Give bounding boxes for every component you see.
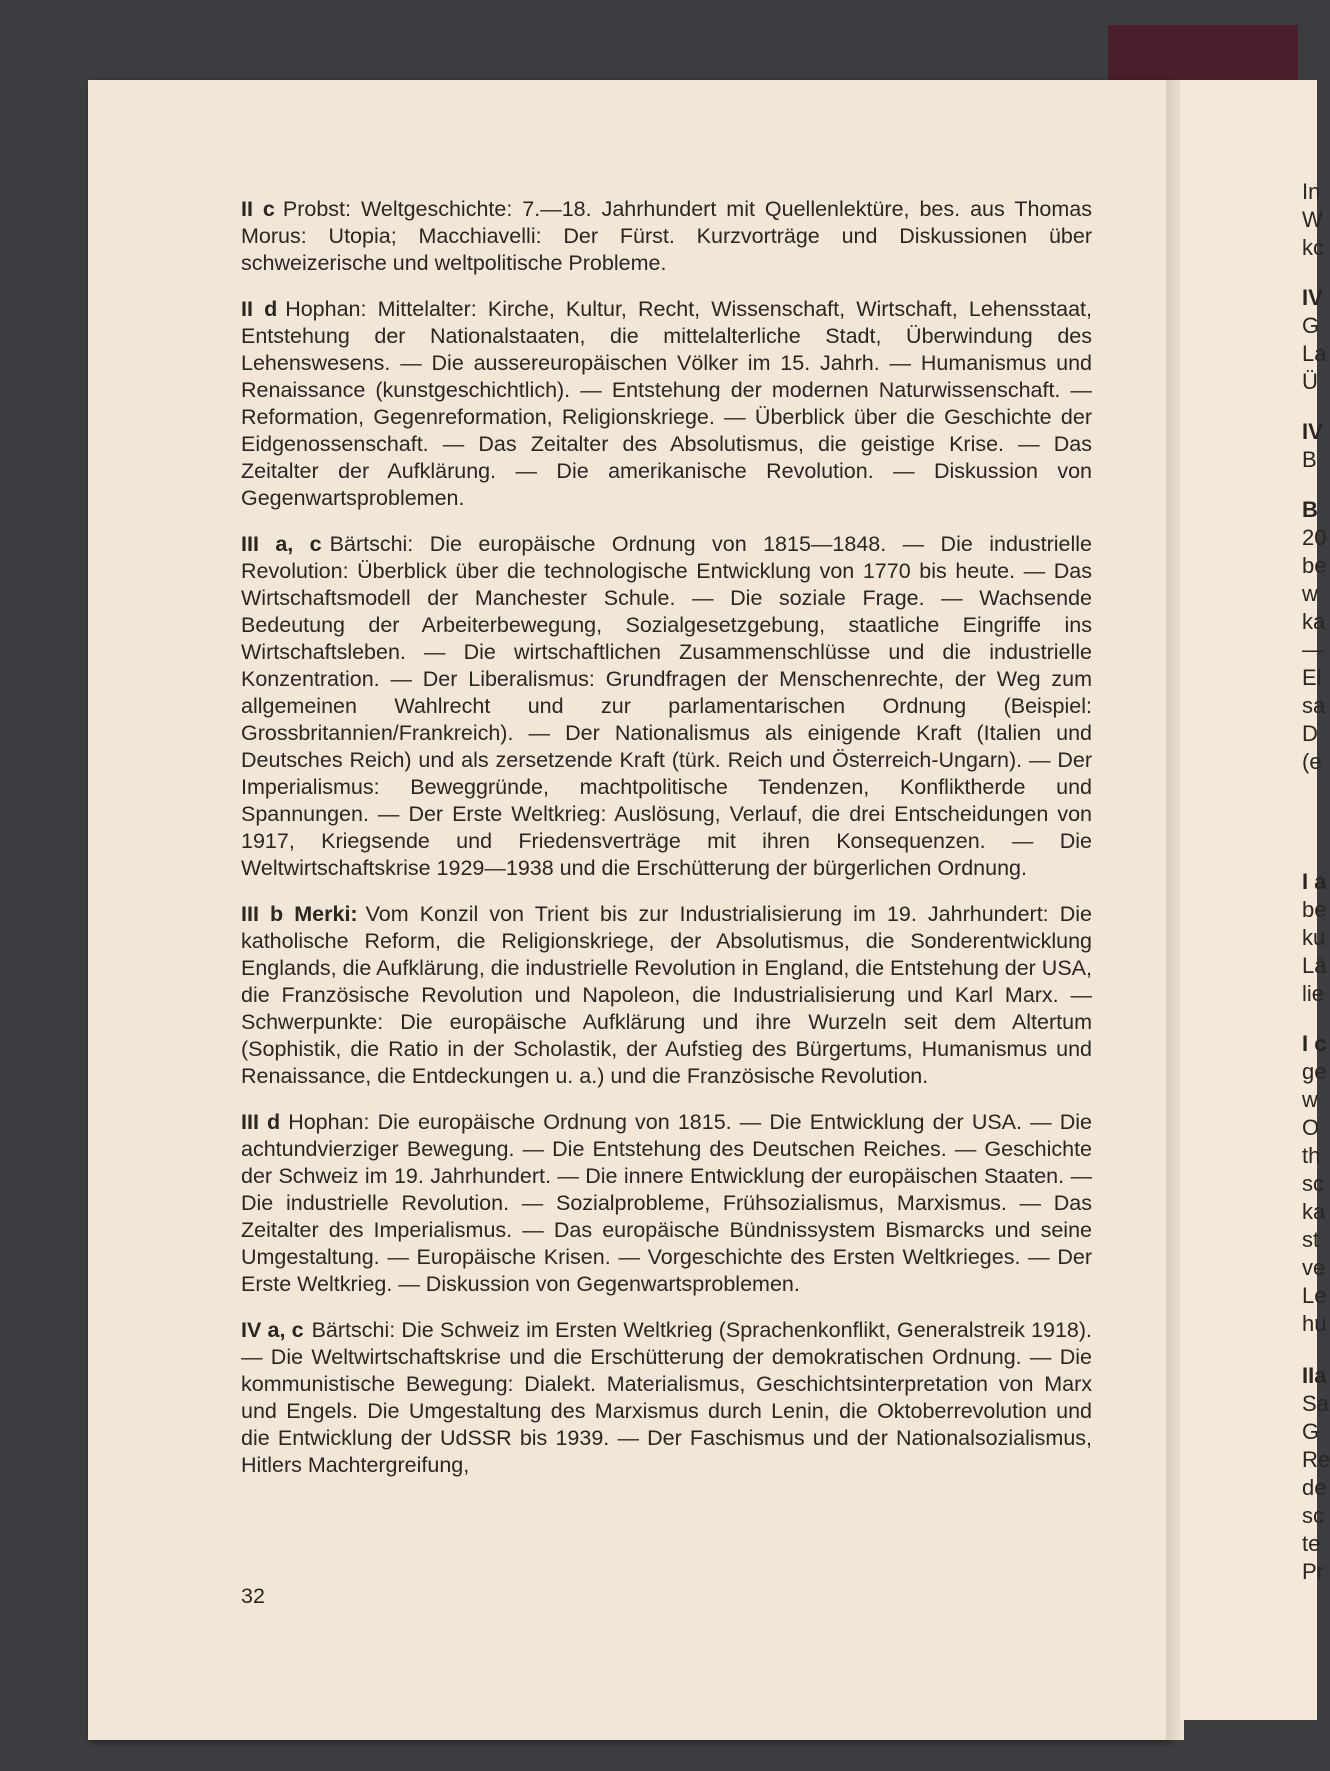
- facing-line: O: [1302, 1115, 1320, 1140]
- facing-line: G: [1302, 313, 1320, 338]
- facing-line: ve: [1302, 1255, 1326, 1280]
- entry-text: Hophan: Mittelalter: Kirche, Kultur, Recht, Wissenschaft, Wirtschaft, Lehensstaat, Entstehung der Nationalstaaten, die mittelalterliche Stadt, Überwindung des Lehenswesens. — Die aussereuropäischen Völker im 15. Jahrh. — Humanismus und Renaissance (kunstgeschichtlich). — Entstehung der modernen Naturwissenschaft. — Reformation, Gegenreformation, Religionskriege. — Überblick über die Geschichte der Eidgenossenschaft. — Das Zeitalter des Absolutismus, die geistige Krise. — Das Zeitalter der Aufklärung. — Die amerikanische Revolution. — Diskussion von Gegenwartsproblemen.: [241, 297, 1092, 510]
- facing-line: de: [1302, 1475, 1327, 1500]
- syllabus-entry: [241, 1317, 1092, 1479]
- facing-line: Pr: [1302, 1559, 1324, 1584]
- syllabus-entry: [241, 1109, 1092, 1298]
- entry-text: Bärtschi: Die europäische Ordnung von 1815—1848. — Die industrielle Revolution: Überblick über die technologische Entwicklung von 1770 bis heute. — Das Wirtschaftsmodell der Manchester Schule. — Die soziale Frage. — Wachsende Bedeutung der Arbeiterbewegung, Sozialgesetzgebung, staatliche Eingriffe ins Wirtschaftsleben. — Die wirtschaftlichen Zusammenschlüsse und die industrielle Konzentration. — Der Liberalismus: Grundfragen der Menschenrechte, der Weg zum allgemeinen Wahlrecht und zur parlamentarischen Ordnung (Beispiel: Grossbritannien/Frankreich). — Der Nationalismus als einigende Kraft (Italien und Deutsches Reich) und als zersetzende Kraft (türk. Reich und Österreich-Ungarn). — Der Imperialismus: Beweggründe, machtpolitische Tendenzen, Konfliktherde und Spannungen. — Der Erste Weltkrieg: Auslösung, Verlauf, die drei Entscheidungen von 1917, Kriegsende und Friedensverträge mit ihren Konsequenzen. — Die Weltwirtschaftskrise 1929—1938 und die Erschütterung der bürgerlichen Ordnung.: [241, 532, 1092, 880]
- facing-line: IIa: [1302, 1363, 1327, 1388]
- facing-line: (e: [1302, 749, 1322, 774]
- facing-line: G: [1302, 1419, 1320, 1444]
- facing-line: 20: [1302, 525, 1327, 550]
- book-spine: [1108, 25, 1298, 85]
- facing-line: I c: [1302, 1031, 1327, 1056]
- facing-line: hu: [1302, 1311, 1327, 1336]
- syllabus-entry: [241, 296, 1092, 512]
- entry-text: Hophan: Die europäische Ordnung von 1815. — Die Entwicklung der USA. — Die achtundvierziger Bewegung. — Die Entstehung des Deutschen Reiches. — Geschichte der Schweiz im 19. Jahrhundert. — Die innere Entwicklung der europäischen Staaten. — Die industrielle Revolution. — Sozialprobleme, Frühsozialismus, Marxismus. — Das Zeitalter des Imperialismus. — Das europäische Bündnissystem Bismarcks und seine Umgestaltung. — Europäische Krisen. — Vorgeschichte des Ersten Weltkrieges. — Der Erste Weltkrieg. — Diskussion von Gegenwartsproblemen.: [241, 1110, 1093, 1296]
- facing-line: kc: [1302, 235, 1324, 260]
- class-code: III d: [241, 1110, 281, 1134]
- facing-line: be: [1302, 897, 1327, 922]
- syllabus-entry: [241, 901, 1092, 1090]
- class-code: III b Merki:: [241, 902, 358, 926]
- facing-line: lie: [1302, 981, 1325, 1006]
- page-number: 32: [241, 1584, 265, 1608]
- facing-line: w: [1302, 581, 1318, 606]
- facing-line: sc: [1302, 1171, 1324, 1196]
- facing-line: te: [1302, 1531, 1321, 1556]
- facing-line: sc: [1302, 1503, 1324, 1528]
- entry-text: Probst: Weltgeschichte: 7.—18. Jahrhundert mit Quellenlektüre, bes. aus Thomas Morus: Utopia; Macchiavelli: Der Fürst. Kurzvorträge und Diskussionen über schweizerische und weltpolitische Probleme.: [241, 197, 1092, 275]
- facing-line: ka: [1302, 609, 1326, 634]
- facing-line: Sa: [1302, 1391, 1329, 1416]
- entry-text: Bärtschi: Die Schweiz im Ersten Weltkrieg (Sprachenkonflikt, Generalstreik 1918). — Die Weltwirtschaftskrise und die Erschütterung der demokratischen Ordnung. — Die kommunistische Bewegung: Dialekt. Materialismus, Geschichtsinterpretation von Marx und Engels. Die Umgestaltung des Marxismus durch Lenin, die Oktoberrevolution und die Entwicklung der UdSSR bis 1939. — Der Faschismus und der Nationalsozialismus, Hitlers Machtergreifung,: [241, 1318, 1093, 1477]
- facing-line: I a: [1302, 869, 1327, 894]
- facing-line: —: [1302, 637, 1324, 662]
- syllabus-entry: [241, 531, 1092, 882]
- facing-line: B: [1302, 497, 1318, 522]
- facing-line: El: [1302, 665, 1322, 690]
- class-code: II d: [241, 297, 278, 321]
- facing-line: ka: [1302, 1199, 1326, 1224]
- facing-line: IV: [1302, 285, 1323, 310]
- facing-line: IV: [1302, 419, 1323, 444]
- facing-line: w: [1302, 1087, 1318, 1112]
- facing-page: [1180, 80, 1330, 1720]
- entry-text: Vom Konzil von Trient bis zur Industrialisierung im 19. Jahrhundert: Die katholische Reform, die Religionskriege, der Absolutismus, die Sonderentwicklung Englands, die Aufklärung, die industrielle Revolution in England, die Entstehung der USA, die Französische Revolution und Napoleon, die Industrialisierung und Karl Marx. — Schwerpunkte: Die europäische Aufklärung und ihre Wurzeln seit dem Altertum (Sophistik, die Ratio in der Scholastik, der Aufstieg des Bürgertums, Humanismus und Renaissance, die Entdeckungen u. a.) und die Französische Revolution.: [241, 902, 1092, 1088]
- facing-line: Re: [1302, 1447, 1330, 1472]
- syllabus-entry: [241, 196, 1092, 277]
- facing-line: be: [1302, 553, 1327, 578]
- facing-line: W: [1302, 207, 1323, 232]
- syllabus-text: [241, 196, 1092, 1498]
- facing-line: sa: [1302, 693, 1326, 718]
- facing-line: La: [1302, 341, 1327, 366]
- class-code: II c: [241, 197, 275, 221]
- facing-line: D: [1302, 721, 1318, 746]
- class-code: III a, c: [241, 532, 322, 556]
- facing-line: Le: [1302, 1283, 1327, 1308]
- facing-line: th: [1302, 1143, 1321, 1168]
- facing-line: Ü: [1302, 369, 1318, 394]
- facing-line: In: [1302, 179, 1321, 204]
- facing-line: st: [1302, 1227, 1320, 1252]
- facing-line: ku: [1302, 925, 1326, 950]
- facing-line: ge: [1302, 1059, 1327, 1084]
- facing-line: Lä: [1302, 953, 1327, 978]
- class-code: IV a, c: [241, 1318, 304, 1342]
- facing-line: B: [1302, 447, 1317, 472]
